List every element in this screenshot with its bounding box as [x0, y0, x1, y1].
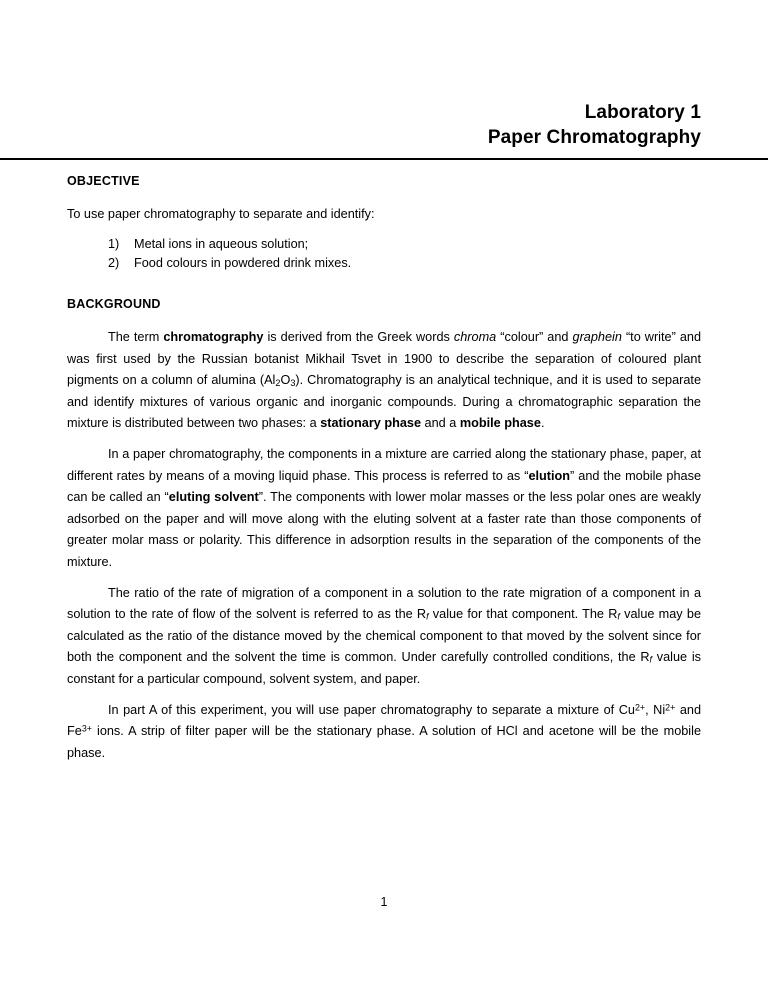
text-run-superscript: 2+: [665, 701, 676, 712]
text-run: ” and the mobile phase can be called an “: [67, 468, 702, 505]
list-item-number: 1): [108, 237, 120, 251]
background-paragraph-2: [67, 444, 701, 574]
text-run-superscript: 2+: [634, 701, 646, 712]
text-run: value is constant for a particular compound, solvent system, and paper.: [67, 650, 702, 686]
list-item-number: 2): [108, 256, 120, 270]
text-run: O: [280, 373, 291, 388]
text-run: In a paper chromatography, the components in a mixture are carried along the stationary phase, paper, at different rates by means of a moving liquid phase. This process is referred to as “: [67, 446, 701, 483]
text-run-italic: chroma: [453, 330, 497, 344]
text-run: The term: [108, 330, 164, 344]
header-divider-rule: [0, 158, 768, 160]
text-run-subscript: 3: [290, 378, 296, 389]
text-run: value may be calculated as the ratio of the distance moved by the chemical component to that moved by the solvent since for both the component and the solvent the time is common. Under carefully controlled conditions, the R: [67, 607, 702, 665]
text-run-bold: stationary phase: [320, 416, 422, 431]
background-paragraph-3: [67, 583, 701, 691]
text-run: is derived from the Greek words: [263, 330, 454, 344]
background-paragraph-1: [67, 327, 701, 435]
text-run-superscript: 3+: [81, 723, 92, 734]
text-run: In part A of this experiment, you will use paper chromatography to separate a mixture of Cu: [108, 702, 635, 717]
text-run: The ratio of the rate of migration of a component in a solution to the rate migration of a component in a solution to the rate of flow of the solvent is referred to as the R: [67, 585, 701, 622]
objective-list: [67, 235, 701, 273]
text-run: ions. A strip of filter paper will be the stationary phase. A solution of HCl and acetone will be the mobile phase.: [67, 724, 701, 760]
objective-lead-text: To use paper chromatography to separate and identify:: [67, 207, 375, 221]
text-run: “to write” and was first used by the Russian botanist Mikhail Tsvet in 1900 to describe the separation of coloured plant pigments on a column of alumina (Al: [67, 330, 702, 388]
text-run: value for that component. The R: [428, 607, 618, 622]
header-experiment-title: Paper Chromatography: [487, 127, 701, 148]
section-heading-objective: OBJECTIVE: [67, 174, 140, 188]
document-body: [67, 172, 701, 764]
list-item-label: Food colours in powdered drink mixes.: [134, 256, 352, 270]
list-item: [108, 254, 701, 273]
text-run: , Ni: [645, 702, 666, 717]
text-run-italic: graphein: [572, 330, 622, 344]
text-run-subscript: f: [426, 611, 429, 622]
text-run-subscript: 2: [275, 378, 281, 389]
text-run: ). Chromatography is an analytical technique, and it is used to separate and identify mixtures of various organic and inorganic compounds. During a chromatographic separation the mixture is distributed between two phases: a: [67, 373, 702, 431]
text-run: .: [540, 416, 545, 431]
text-run-bold: eluting solvent: [168, 490, 259, 505]
text-run-subscript: f: [649, 654, 653, 665]
text-run: and a: [421, 416, 460, 431]
list-item-label: Metal ions in aqueous solution;: [134, 237, 309, 251]
text-run-bold: mobile phase: [459, 416, 541, 431]
page-number: 1: [380, 895, 388, 909]
section-heading-background: BACKGROUND: [67, 297, 161, 311]
text-run-bold: chromatography: [163, 330, 264, 344]
text-run-bold: elution: [528, 468, 571, 483]
text-run: “colour” and: [496, 330, 573, 344]
text-run: ”. The components with lower molar masses or the less polar ones are weakly adsorbed on the paper and will move along with the eluting solvent at a faster rate than those components of greater molar mass or polarity. This difference in adsorption results in the separation of the components of the mixture.: [67, 490, 701, 569]
text-run-subscript: f: [617, 611, 620, 622]
document-header: [67, 100, 701, 150]
header-lab-title: Laboratory 1: [584, 102, 701, 123]
background-paragraph-4: [67, 700, 701, 765]
list-item: [108, 235, 701, 254]
text-run: and Fe: [67, 702, 701, 739]
